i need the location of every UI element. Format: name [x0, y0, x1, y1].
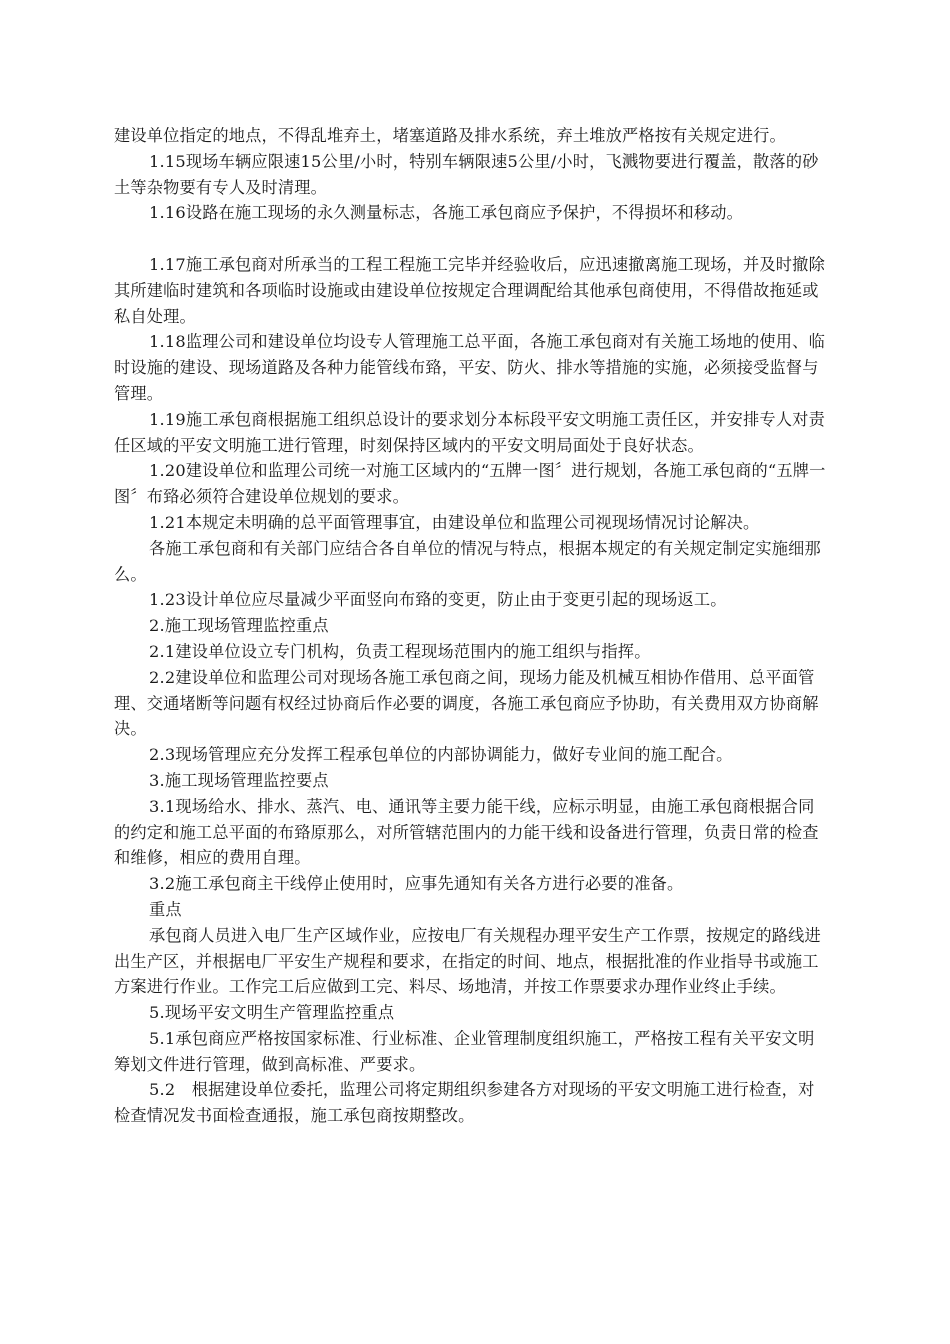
paragraph-1-18: 1.18监理公司和建设单位均设专人管理施工总平面，各施工承包商对有关施工场地的使用、临时设施的建设、现场道路及各种力能管线布臵，平安、防火、排水等措施的实施，必须接受监督与管理。	[114, 332, 825, 403]
paragraph-1-15: 1.15现场车辆应限速15公里/小时，特别车辆限速5公里/小时，飞溅物要进行覆盖，散落的砂土等杂物要有专人及时清理。	[114, 151, 819, 197]
section-heading-2: 2.施工现场管理监控重点	[149, 616, 329, 636]
paragraph-1-19: 1.19施工承包商根据施工组织总设计的要求划分本标段平安文明施工责任区，并安排专人对责任区域的平安文明施工进行管理，时刻保持区域内的平安文明局面处于良好状态。	[114, 409, 825, 455]
section-heading-4: 重点	[149, 899, 182, 919]
paragraph-1-17: 1.17施工承包商对所承当的工程工程施工完毕并经验收后，应迅速撤离施工现场，并及时撤除其所建临时建筑和各项临时设施或由建设单位按规定合理调配给其他承包商使用，不得借故拖延或私自处理。	[114, 254, 825, 326]
paragraph-continuation: 建设单位指定的地点，不得乱堆弃土，堵塞道路及排水系统，弃土堆放严格按有关规定进行。	[114, 126, 786, 145]
blank-line	[114, 226, 830, 252]
paragraph-1-16: 1.16设路在施工现场的永久测量标志，各施工承包商应予保护，不得损坏和移动。	[149, 203, 744, 223]
section-heading-5: 5.现场平安文明生产管理监控重点	[149, 1003, 395, 1023]
paragraph-2-1: 2.1建设单位设立专门机构，负责工程现场范围内的施工组织与指挥。	[149, 641, 651, 661]
section-heading-3: 3.施工现场管理监控要点	[149, 770, 329, 790]
document-body	[114, 123, 830, 1129]
paragraph-5-1: 5.1承包商应严格按国家标准、行业标准、企业管理制度组织施工，严格按工程有关平安文明筹划文件进行管理，做到高标准、严要求。	[114, 1028, 815, 1074]
paragraph-3-2: 3.2施工承包商主干线停止使用时，应事先通知有关各方进行必要的准备。	[149, 874, 684, 894]
paragraph-1-20: 1.20建设单位和监理公司统一对施工区域内的“五牌一图〞进行规划，各施工承包商的“五牌一图〞布臵必须符合建设单位规划的要求。	[114, 461, 826, 507]
paragraph-2-2: 2.2建设单位和监理公司对现场各施工承包商之间，现场力能及机械互相协作借用、总平面管理、交通堵断等问题有权经过协商后作必要的调度，各施工承包商应予协助，有关费用双方协商解决。	[114, 667, 819, 739]
paragraph-5-2: 5.2 根据建设单位委托，监理公司将定期组织参建各方对现场的平安文明施工进行检查，对检查情况发书面检查通报，施工承包商按期整改。	[114, 1080, 815, 1126]
paragraph-implementation: 各施工承包商和有关部门应结合各自单位的情况与特点，根据本规定的有关规定制定实施细那么。	[114, 538, 821, 584]
paragraph-2-3: 2.3现场管理应充分发挥工程承包单位的内部协调能力，做好专业间的施工配合。	[149, 745, 733, 765]
paragraph-1-23: 1.23设计单位应尽量减少平面竖向布臵的变更，防止由于变更引起的现场返工。	[149, 590, 727, 610]
paragraph-4-body: 承包商人员进入电厂生产区域作业，应按电厂有关规程办理平安生产工作票，按规定的路线进出生产区，并根据电厂平安生产规程和要求，在指定的时间、地点，根据批准的作业指导书或施工方案进行作业。工作完工后应做到工完、料尽、场地清，并按工作票要求办理作业终止手续。	[114, 925, 821, 997]
paragraph-1-21: 1.21本规定未明确的总平面管理事宜，由建设单位和监理公司视现场情况讨论解决。	[149, 512, 760, 532]
paragraph-3-1: 3.1现场给水、排水、蒸汽、电、通讯等主要力能干线，应标示明显，由施工承包商根据合同的约定和施工总平面的布臵原那么，对所管辖范围内的力能干线和设备进行管理，负责日常的检查和维修，相应的费用自理。	[114, 796, 819, 868]
